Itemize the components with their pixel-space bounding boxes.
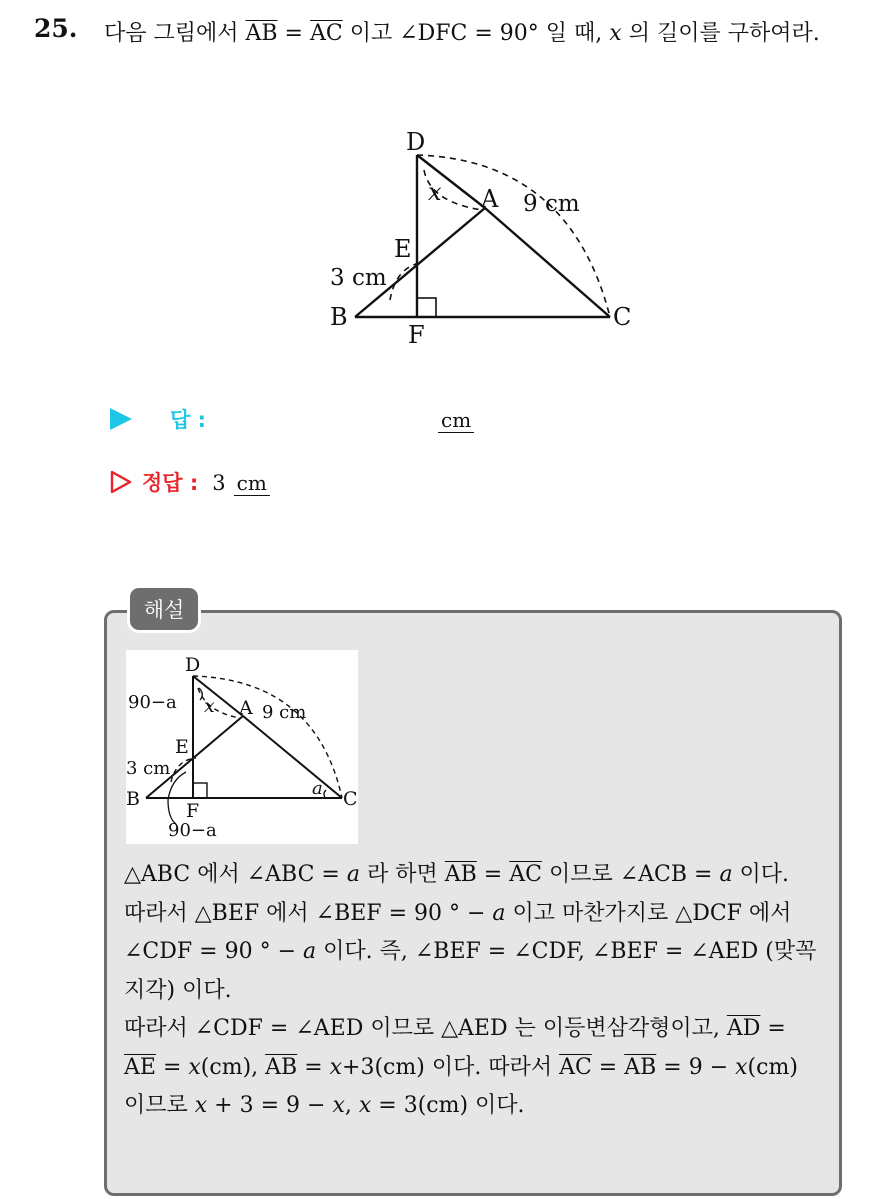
text-segment: $\overline{AC}$ [309,21,343,46]
text-segment: x [329,1054,343,1080]
text-segment: 이다. 즉, ∠BEF = ∠CDF, ∠BEF = ∠AED (맞꼭지각) 이다. [124,939,817,1003]
solution-paragraph [124,856,824,895]
text-segment: $\overline{AB}$ [444,862,477,887]
text-segment: △ABC 에서 ∠ABC = [124,862,347,887]
solution-figure [126,650,358,844]
text-segment: $\overline{AB}$ [245,21,278,46]
text-segment: 의 길이를 구하여라. [621,21,820,46]
text-segment: = [277,21,310,46]
fig1-label-f: F [408,321,425,349]
fig2-label-c: C [343,788,358,810]
correct-answer-row [110,466,270,497]
text-segment: = [760,1016,786,1041]
text-segment: +3(cm) 이다. 따라서 [342,1054,560,1080]
text-segment: = 9 − [656,1054,736,1080]
answer-blank-row [110,404,474,434]
text-segment: = [155,1054,189,1080]
answer-label: 답 : [170,408,206,432]
solution-text [124,856,824,1126]
problem-figure [320,120,640,350]
solution-tag: 해설 [130,588,198,630]
fig1-label-b: B [330,303,348,331]
answer-unit: cm [438,408,474,433]
text-segment: x [609,21,622,46]
outline-triangle-icon [110,470,132,494]
fig2-angle-b: 90−a [168,820,217,841]
question-number: 25. [34,14,78,43]
fig1-label-x: x [428,178,442,206]
fig2-angle-d: 90−a [128,692,177,713]
text-segment: , [344,1093,359,1118]
fig2-label-a: A [239,697,253,719]
text-segment: $\overline{AC}$ [509,862,542,887]
fig2-length-dc: 9 cm [262,702,307,723]
fig2-angle-c: a [312,778,323,799]
text-segment: 다음 그림에서 [104,21,246,46]
text-segment: $\overline{AB}$ [265,1054,298,1080]
fig1-label-c: C [613,303,632,331]
text-segment: (cm) 이므로 [124,1054,798,1118]
text-segment: x [332,1093,345,1118]
text-segment: a [303,939,317,964]
text-segment: 따라서 ∠CDF = ∠AED 이므로 △AED 는 이등변삼각형이고, [124,1016,727,1041]
question-text [104,14,874,54]
text-segment: $\overline{AE}$ [124,1054,156,1080]
text-segment: a [492,900,506,926]
fig1-length-be: 3 cm [330,265,387,291]
text-segment: 따라서 △BEF 에서 ∠BEF = 90 ° − [124,900,493,926]
text-segment: x [358,1093,372,1118]
correct-answer-label: 정답 : [142,471,199,495]
fig1-label-d: D [406,128,426,156]
text-segment: $\overline{AD}$ [726,1016,761,1041]
solution-paragraph [124,1010,824,1126]
fig2-length-be: 3 cm [126,758,171,779]
text-segment: x [735,1054,748,1080]
text-segment: = 3(cm) 이다. [371,1093,525,1118]
fig2-label-e: E [175,736,189,758]
text-segment: = [591,1054,625,1080]
text-segment: + 3 = 9 − [207,1093,333,1118]
fig1-length-dc: 9 cm [523,191,580,217]
fig2-label-x: x [204,695,215,717]
fig1-label-e: E [394,235,412,263]
text-segment: = [297,1054,330,1080]
text-segment: x [194,1093,208,1118]
fig2-label-f: F [186,800,200,822]
text-segment: 이다. [732,862,790,887]
text-segment: = [476,862,510,887]
text-segment: 이고 ∠DFC = 90° 일 때, [342,21,610,46]
solution-paragraph [124,895,824,1011]
text-segment: a [346,862,360,887]
text-segment: x [188,1054,201,1080]
correct-answer-unit: cm [234,471,270,496]
text-segment: a [719,862,733,887]
text-segment: 라 하면 [359,862,445,887]
text-segment: $\overline{AB}$ [624,1054,657,1080]
text-segment: 이고 마찬가지로 △DCF 에서 ∠CDF = 90 ° − [124,900,792,964]
correct-answer-value: 3 [212,471,226,495]
text-segment: $\overline{AC}$ [559,1054,592,1080]
play-triangle-icon [110,408,132,430]
fig1-label-a: A [481,185,499,213]
fig2-label-b: B [126,788,140,810]
text-segment: 이므로 ∠ACB = [541,862,720,887]
fig2-label-d: D [185,654,201,676]
text-segment: (cm), [200,1054,266,1080]
